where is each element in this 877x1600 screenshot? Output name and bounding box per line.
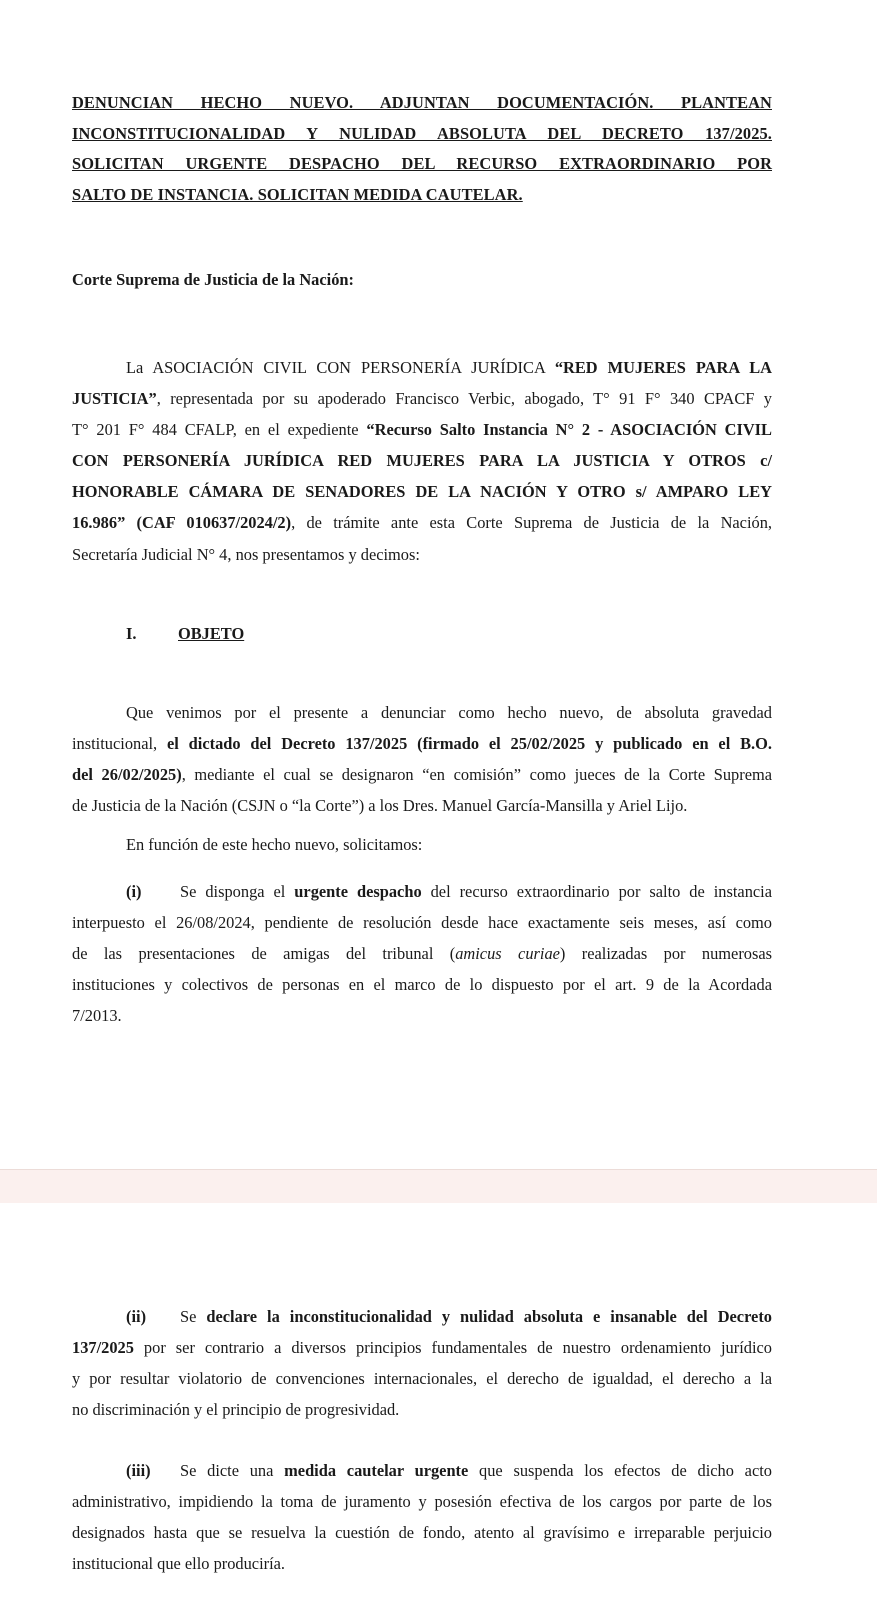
request-i-text-c: del recurso extraordinario por salto de instancia [421, 882, 772, 901]
request-ii-text-2: por ser contrario a diversos principios fundamentales de nuestro ordenamiento jurídico [133, 1338, 772, 1358]
request-i-line-2: interpuesto el 26/08/2024, pendiente de resolución desde hace exactamente seis meses, así como [72, 913, 772, 933]
request-ii-bold: declare la inconstitucionalidad y nulidad absoluta e insanable del Decreto [206, 1307, 772, 1326]
requests-intro: En función de este hecho nuevo, solicitamos: [126, 835, 423, 854]
intro-bold-6: 16.986” (CAF 010637/2024/2) [72, 513, 292, 533]
request-ii-text-a: Se [180, 1307, 207, 1326]
section-title: OBJETO [178, 624, 245, 643]
request-i-line-4: instituciones y colectivos de personas en el marco de lo dispuesto por el art. 9 de la Acordada [72, 975, 772, 995]
intro-bold-2: JUSTICIA” [72, 389, 157, 409]
request-i-text-3c: ) realizadas por numerosas [559, 944, 773, 964]
request-i-text-a: Se disponga el [180, 882, 295, 901]
intro-bold-3: “Recurso Salto Instancia N° 2 - ASOCIACIÓN CIVIL [366, 420, 772, 440]
objeto-line-4: de Justicia de la Nación (CSJN o “la Corte”) a los Dres. Manuel García-Mansilla y Ariel Lijo. [72, 796, 688, 816]
heading-line-4: SALTO DE INSTANCIA. SOLICITAN MEDIDA CAUTELAR. [72, 184, 523, 204]
intro-paragraph [72, 352, 772, 570]
intro-bold-1: “RED MUJERES PARA LA [554, 358, 772, 377]
request-ii-line-4: no discriminación y el principio de progresividad. [72, 1400, 400, 1420]
heading-line-2: INCONSTITUCIONALIDAD Y NULIDAD ABSOLUTA DEL DECRETO 137/2025. [72, 123, 772, 143]
objeto-text-3: , mediante el cual se designaron “en comisión” como jueces de la Corte Suprema [181, 765, 772, 785]
request-ii-line-3: y por resultar violatorio de convenciones internacionales, el derecho de igualdad, el derecho a la [72, 1369, 772, 1389]
request-i-text-3a: de las presentaciones de amigas del tribunal ( [72, 944, 456, 964]
request-i-bold: urgente despacho [294, 882, 422, 901]
request-iii-line-2: administrativo, impidiendo la toma de juramento y posesión efectiva de los cargos por parte de los [72, 1492, 772, 1512]
request-iii-number: (iii) [126, 1461, 151, 1480]
objeto-text-2: institucional, [72, 734, 167, 754]
objeto-line-1: Que venimos por el presente a denunciar como hecho nuevo, de absoluta gravedad [126, 703, 772, 722]
request-ii-bold-2: 137/2025 [72, 1338, 134, 1358]
objeto-paragraph [72, 697, 772, 821]
intro-text-2: , representada por su apoderado Francisco Verbic, abogado, T° 91 F° 340 CPACF y [156, 389, 772, 409]
intro-text-7: Secretaría Judicial N° 4, nos presentamos y decimos: [72, 544, 420, 564]
objeto-bold-2: el dictado del Decreto 137/2025 (firmado el 25/02/2025 y publicado en el B.O. [166, 734, 772, 754]
request-ii [72, 1301, 772, 1425]
request-iii-line-3: designados hasta que se resuelva la cuestión de fondo, atento al gravísimo e irreparable perjuicio [72, 1523, 772, 1543]
request-iii [72, 1455, 772, 1579]
request-i-number: (i) [126, 882, 142, 901]
heading-line-3: SOLICITAN URGENTE DESPACHO DEL RECURSO EXTRAORDINARIO POR [72, 154, 772, 173]
request-iii-text-a: Se dicte una [180, 1461, 285, 1480]
request-iii-text-c: que suspenda los efectos de dicho acto [468, 1461, 772, 1480]
request-i-line-5: 7/2013. [72, 1006, 122, 1026]
intro-bold-5: HONORABLE CÁMARA DE SENADORES DE LA NACIÓN Y OTRO s/ AMPARO LEY [72, 482, 772, 502]
request-i [72, 876, 772, 1031]
intro-text-3: T° 201 F° 484 CFALP, en el expediente [72, 420, 367, 440]
document-heading [72, 88, 772, 210]
request-i-italic: amicus curiae [455, 944, 560, 964]
request-iii-bold: medida cautelar urgente [284, 1461, 469, 1480]
intro-bold-4: CON PERSONERÍA JURÍDICA RED MUJERES PARA LA JUSTICIA Y OTROS c/ [72, 451, 772, 471]
heading-line-1: DENUNCIAN HECHO NUEVO. ADJUNTAN DOCUMENTACIÓN. PLANTEAN [72, 93, 772, 112]
section-number: I. [126, 624, 137, 643]
request-ii-number: (ii) [126, 1307, 147, 1326]
objeto-bold-3: del 26/02/2025) [72, 765, 182, 785]
page-separator [0, 1169, 877, 1204]
intro-text-1: La ASOCIACIÓN CIVIL CON PERSONERÍA JURÍDICA [126, 358, 555, 377]
addressee: Corte Suprema de Justicia de la Nación: [72, 270, 354, 289]
request-iii-line-4: institucional que ello produciría. [72, 1554, 286, 1574]
intro-text-6: , de trámite ante esta Corte Suprema de Justicia de la Nación, [291, 513, 772, 533]
